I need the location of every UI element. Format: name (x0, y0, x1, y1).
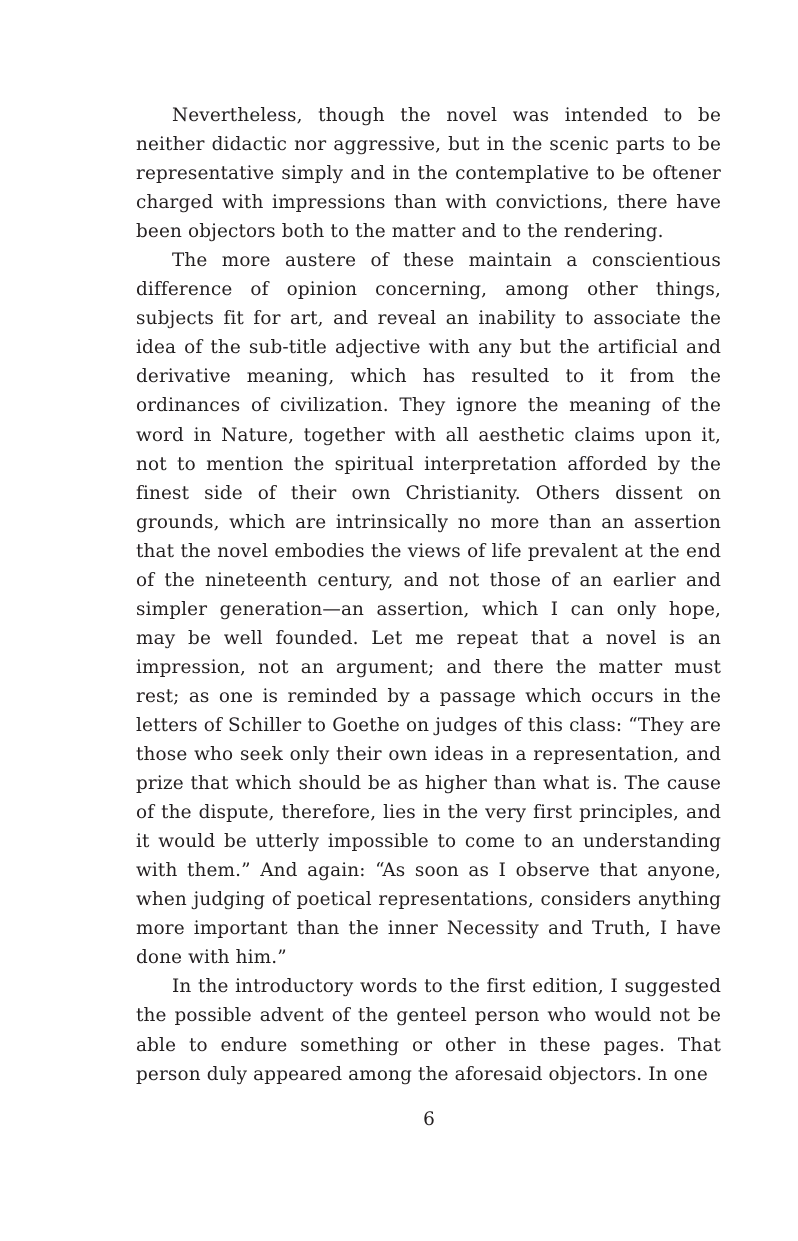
body-text (136, 101, 721, 1089)
paragraph-3: In the introductory words to the first edition, I suggested the possible advent of the genteel person who would not be able to endure something or other in these pages. That person duly appeared among the aforesaid objectors. In one (136, 976, 721, 1085)
paragraph-2: The more austere of these maintain a conscientious difference of opinion concerning, among other things, subjects fit for art, and reveal an inability to associate the idea of the sub-title adjective with any but the artificial and derivative meaning, which has resulted to it from the ordinances of civilization. They ignore the meaning of the word in Nature, together with all aesthetic claims upon it, not to mention the spiritual interpretation afforded by the finest side of their own Christianity. Others dissent on grounds, which are intrinsically no more than an assertion that the novel embodies the views of life prevalent at the end of the nineteenth century, and not those of an earlier and simpler generation—an assertion, which I can only hope, may be well founded. Let me repeat that a novel is an impression, not an argument; and there the matter must rest; as one is reminded by a passage which occurs in the letters of Schiller to Goethe on judges of this class: “They are those who seek only their own ideas in a representation, and prize that which should be as higher than what is. The cause of the dispute, therefore, lies in the very first principles, and it would be utterly impossible to come to an understanding with them.” And again: “As soon as I observe that anyone, when judging of poetical representations, considers anything more important than the inner Necessity and Truth, I have done with him.” (136, 250, 721, 969)
page-number: 6 (423, 1109, 435, 1130)
paragraph-1: Nevertheless, though the novel was intended to be neither didactic nor aggressive, but in the scenic parts to be representative simply and in the contemplative to be oftener charged with impressions than with convictions, there have been objectors both to the matter and to the rendering. (136, 105, 721, 243)
